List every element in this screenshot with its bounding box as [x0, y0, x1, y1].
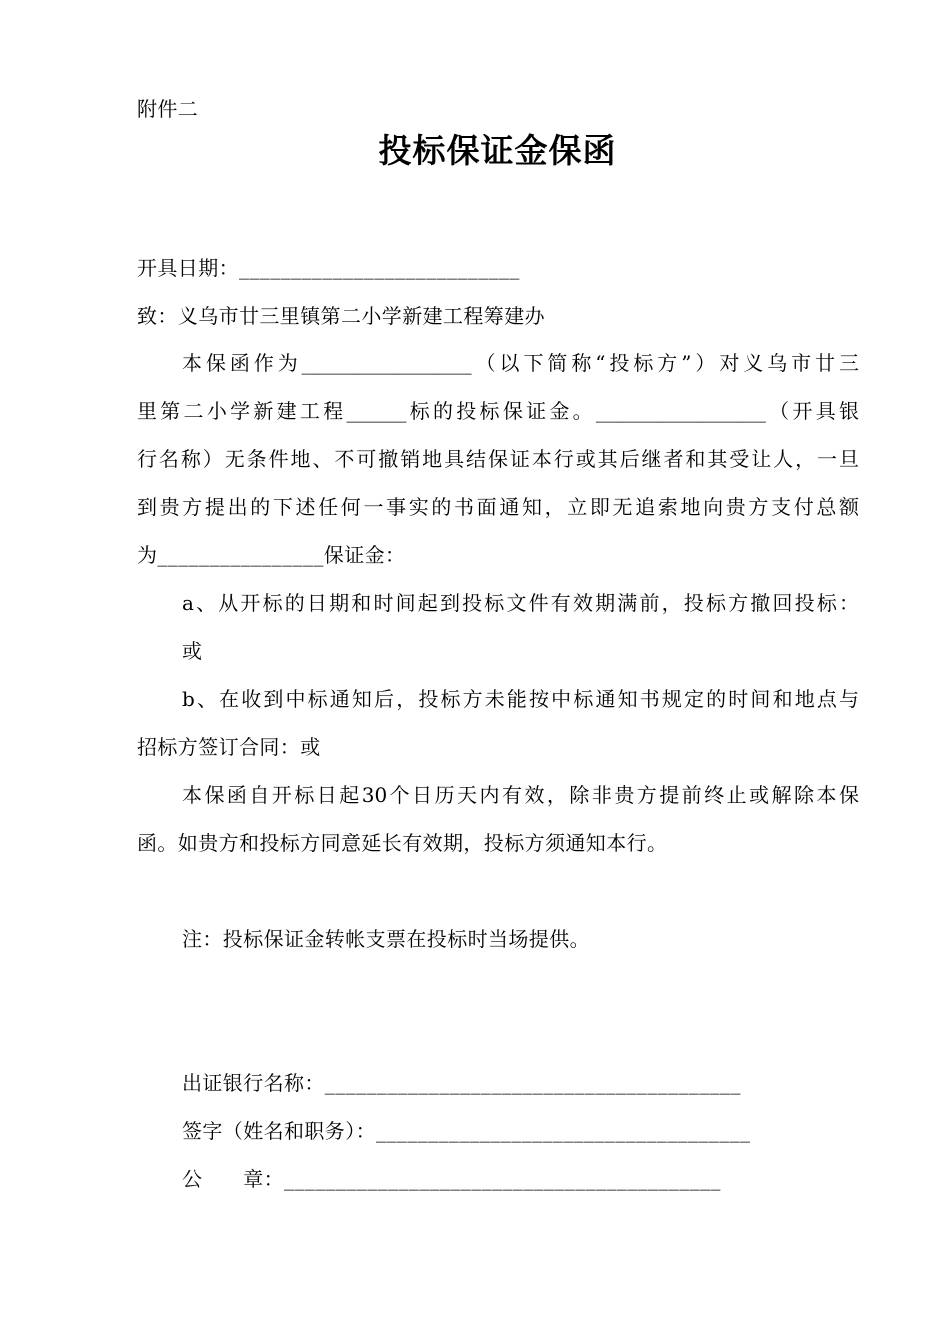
body-paragraph-line: 到贵方提出的下述任何一事实的书面通知，立即无追索地向贵方支付总额 [137, 495, 859, 519]
or-label: 或 [182, 639, 203, 663]
note-line: 注：投标保证金转帐支票在投标时当场提供。 [182, 927, 590, 951]
document-title: 投标保证金保函 [378, 131, 617, 170]
bank-name-line: 出证银行名称：________________________________________ [182, 1071, 741, 1095]
validity-line: 本保函自开标日起30个日历天内有效，除非贵方提前终止或解除本保 [182, 783, 859, 807]
body-paragraph-line: 行名称）无条件地、不可撤销地具结保证本行或其后继者和其受让人，一旦 [137, 447, 859, 471]
issue-date-line: 开具日期：___________________________ [137, 256, 520, 280]
condition-a: a、从开标的日期和时间起到投标文件有效期满前，投标方撤回投标： [182, 591, 859, 615]
seal-line: 公 章：__________________________________________ [182, 1167, 721, 1191]
signer-line: 签字（姓名和职务）：____________________________________ [182, 1119, 751, 1143]
body-paragraph-line: 本保函作为_________________（以下简称“投标方”）对义乌市廿三 [182, 351, 859, 375]
attachment-label: 附件二 [137, 97, 199, 121]
condition-b-line: 招标方签订合同：或 [137, 735, 321, 759]
validity-line: 函。如贵方和投标方同意延长有效期，投标方须通知本行。 [137, 831, 668, 855]
addressee-line: 致：义乌市廿三里镇第二小学新建工程筹建办 [137, 304, 545, 328]
body-paragraph-line: 里第二小学新建工程______标的投标保证金。_________________（开具银 [137, 399, 859, 423]
condition-b-line: b、在收到中标通知后，投标方未能按中标通知书规定的时间和地点与 [182, 687, 859, 711]
body-paragraph-line: 为________________保证金： [137, 543, 406, 567]
